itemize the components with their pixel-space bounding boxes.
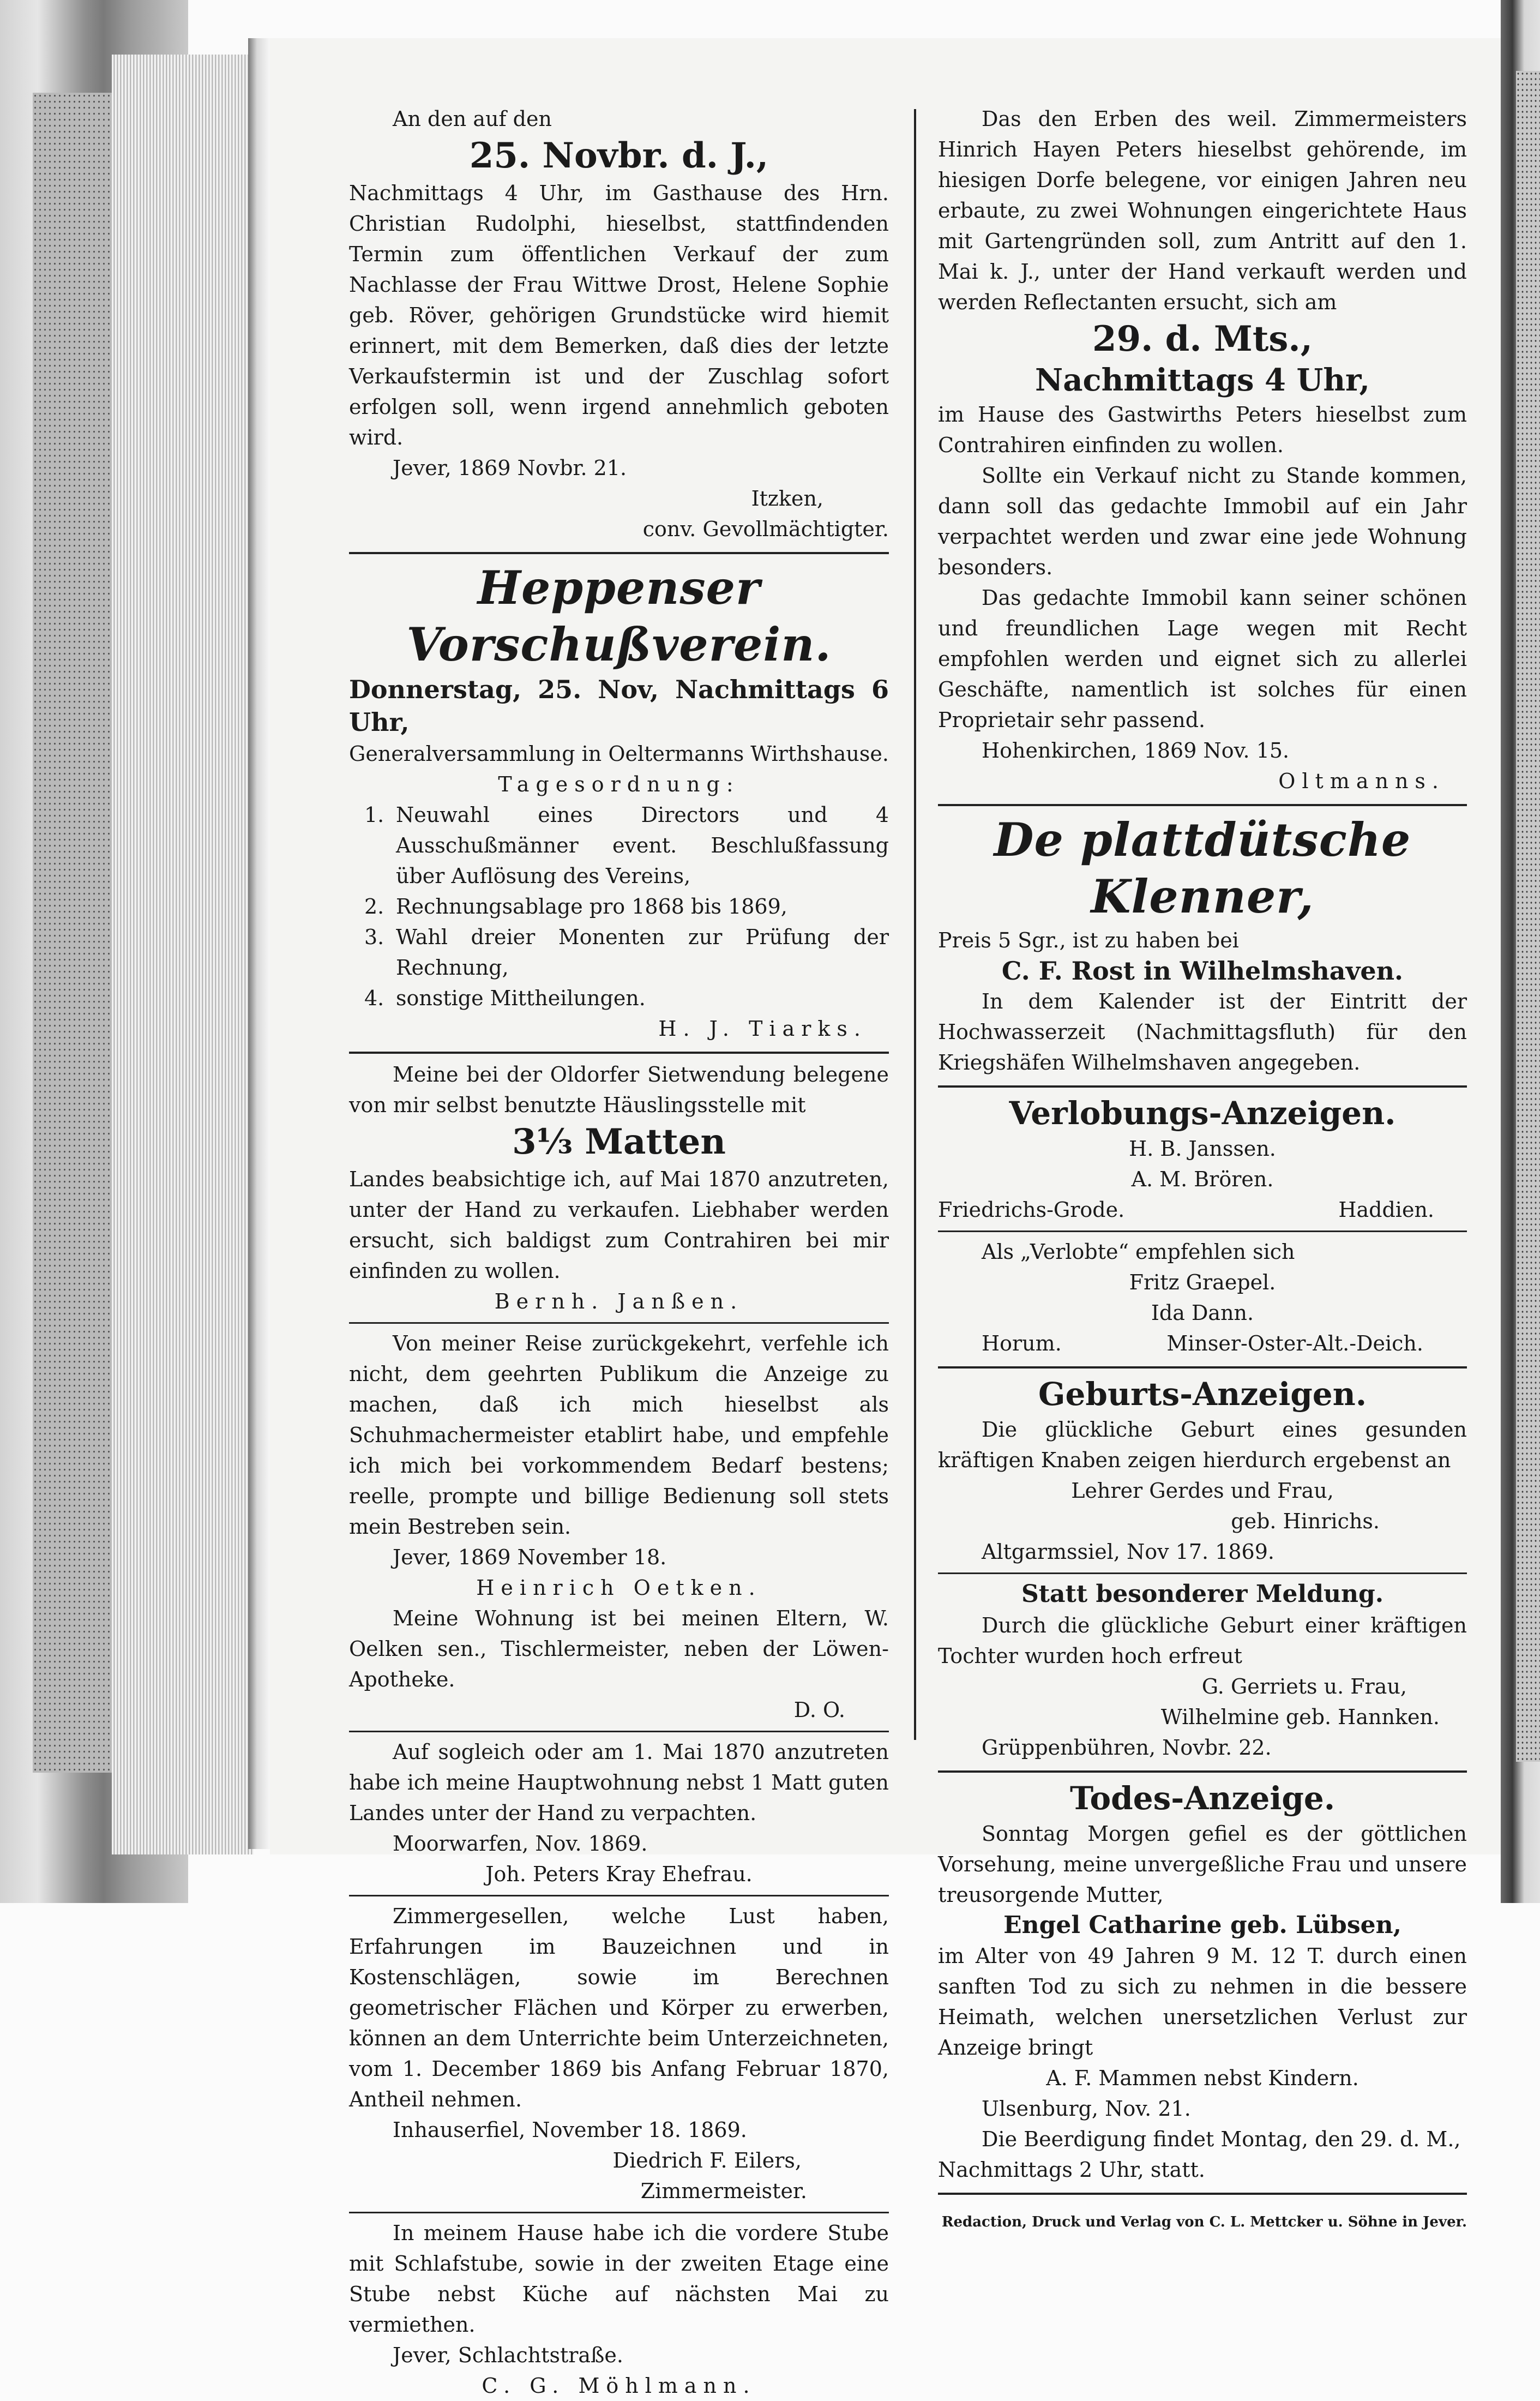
ad-signature: Wilhelmine geb. Hannken. [1160,1705,1440,1729]
ad-signature: Joh. Peters Kray Ehefrau. [485,1862,753,1886]
ad-signature: H. J. Tiarks. [658,1017,867,1041]
left-column [349,104,889,2401]
ad-signature: Diedrich F. Eilers, [612,2148,802,2172]
divider [349,2212,889,2213]
ad-where: Generalversammlung in Oeltermanns Wirthshause. [349,742,889,766]
place-left: Friedrichs-Grode. [938,1198,1125,1222]
right-book-edge [1501,0,1540,1903]
place-left: Horum. [982,1331,1062,1355]
divider [349,552,889,554]
name: Fritz Graepel. [1129,1270,1276,1294]
ad-signature: Itzken, [751,487,823,511]
deceased-name: Engel Catharine geb. Lübsen, [1003,1911,1401,1939]
agenda-item: 3. Wahl dreier Monenten zur Prüfung der Rechnung, [364,925,889,980]
section-title: Geburts-Anzeigen. [1038,1376,1367,1413]
ad-signature-role: Zimmermeister. [640,2179,807,2203]
ad-price: Preis 5 Sgr., ist zu haben bei [938,928,1239,952]
divider [349,1895,889,1896]
speckled-edge [33,93,120,1773]
ad-body: Zimmergesellen, welche Lust haben, Erfahrungen im Bauzeichnen und in Kostenschlägen, sowie im Berechnen geometrischer Flächen und Körper zu erwerben, können an dem Unterrichte beim Unterzeichneten, vom 1. December 1869 bis Anfang Februar 1870, Antheil nehmen. [349,1904,889,2111]
ad-title: Heppenser Vorschußverein. [406,561,832,671]
ad-body: Landes beabsichtige ich, auf Mai 1870 anzutreten, unter der Hand zu verkaufen. Liebhaber werden ersucht, sich baldigst zum Contrahiren bei mir einfinden zu wollen. [349,1167,889,1283]
place-row [938,1328,1467,1359]
ad-place: Jever, 1869 Novbr. 21. [393,456,627,480]
ad-shoemaker [349,1328,889,1725]
ad-body: Meine bei der Oldorfer Sietwendung belegene von mir selbst benutzte Häuslingsstelle mit [349,1063,889,1117]
ad-body: Die glückliche Geburt eines gesunden kräftigen Knaben zeigen hierdurch ergebenst an [938,1418,1467,1472]
ad-signature: D. O. [793,1698,845,1722]
ad-place: Moorwarfen, Nov. 1869. [393,1832,648,1856]
right-column [938,104,1467,2233]
ad-place: Altgarmssiel, Nov 17. 1869. [982,1540,1274,1564]
agenda-item: 1. Neuwahl eines Directors und 4 Ausschußmänner event. Beschlußfassung über Auflösung des Vereins, [364,803,889,888]
ad-body: Von meiner Reise zurückgekehrt, verfehle ich nicht, dem geehrten Publikum die Anzeige zu machen, daß ich mich hieselbst als Schuhmachermeister etablirt habe, und empfehle ich mich bei vorkommendem Bedarf bestens; reelle, prompte und billige Bedienung soll stets mein Bestreben sein. [349,1331,889,1539]
funeral-note: Die Beerdigung findet Montag, den 29. d. M., [982,2127,1461,2151]
divider [938,1230,1467,1232]
ad-engagements [938,1093,1467,1359]
ad-body: Durch die glückliche Geburt einer kräftigen Tochter wurden hoch erfreut [938,1613,1467,1668]
place-row [938,1195,1467,1225]
ad-place: Jever, 1869 November 18. [393,1545,667,1569]
divider [938,1770,1467,1773]
funeral-note: Nachmittags 2 Uhr, statt. [938,2158,1205,2182]
ad-signature-role: conv. Gevollmächtigter. [642,517,889,541]
ad-calendar [938,812,1467,1078]
ad-body: Nachmittags 4 Uhr, im Gasthause des Hrn. Christian Rudolphi, hieselbst, stattfindenden Termin zum öffentlichen Verkauf der zum Nachlasse der Frau Wittwe Drost, Helene Sophie geb. Röver, gehörigen Grundstücke wird hiemit erinnert, mit dem Bemerken, daß dies der letzte Verkaufstermin ist und der Zuschlag sofort erfolgen soll, wenn irgend annehmlich geboten wird. [349,181,889,449]
ad-signature: Bernh. Janßen. [494,1289,744,1313]
imprint: Redaction, Druck und Verlag von C. L. Mettcker u. Söhne in Jever. [941,2214,1467,2230]
divider [938,1572,1467,1574]
ad-auction-reminder [349,104,889,544]
name: Ida Dann. [1151,1301,1254,1325]
ad-house-sale [938,104,1467,796]
ad-body: Sollte ein Verkauf nicht zu Stande kommen, dann soll das gedachte Immobil auf ein Jahr verpachtet werden und zwar eine jede Wohnung besonders. [938,464,1467,579]
column-rule [914,109,916,1740]
ad-signature: C. G. Möhlmann. [482,2374,756,2398]
page-stack-edges [112,55,254,1854]
ad-body: im Hause des Gastwirths Peters hieselbst zum Contrahiren einfinden zu wollen. [938,403,1467,457]
agenda-item: 4. sonstige Mittheilungen. [364,986,646,1010]
ad-body: Das gedachte Immobil kann seiner schönen und freundlichen Lage wegen mit Recht empfohlen werden und eignet sich zu allerlei Geschäfte, namentlich ist solches für einen Proprietair sehr passend. [938,586,1467,732]
ad-signature: geb. Hinrichs. [1231,1509,1380,1533]
place-right: Haddien. [1338,1198,1434,1222]
page-gutter [248,38,270,1849]
ad-signature: Lehrer Gerdes und Frau, [1071,1479,1334,1503]
divider [349,1052,889,1054]
speckled-edge-right [1516,71,1540,1762]
ad-seller: C. F. Rost in Wilhelmshaven. [1001,956,1404,986]
agenda-item: 2. Rechnungsablage pro 1868 bis 1869, [364,895,787,919]
place-right: Minser-Oster-Alt.-Deich. [1166,1331,1423,1355]
ad-signature: Oltmanns. [1278,769,1445,793]
ad-births [938,1374,1467,1763]
divider [938,2193,1467,2195]
divider [938,1085,1467,1088]
ad-room-rental [349,2218,889,2401]
divider [349,1731,889,1732]
ad-body: In meinem Hause habe ich die vordere Stube mit Schlafstube, sowie in der zweiten Etage eine Stube nebst Küche auf nächsten Mai zu vermiethen. [349,2221,889,2337]
ad-title: De plattdütsche Klenner, [994,813,1411,923]
section-title: Todes-Anzeige. [1069,1780,1336,1817]
name: H. B. Janssen. [1129,1137,1276,1161]
ad-place: Jever, Schlachtstraße. [393,2343,623,2367]
ad-body: Das den Erben des weil. Zimmermeisters Hinrich Hayen Peters hieselbst gehörende, im hiesigen Dorfe belegene, vor einigen Jahren neu erbaute, zu zwei Wohnungen eingerichtete Haus mit Gartengründen soll, zum Antritt auf den 1. Mai k. J., unter der Hand verkauft werden und werden Reflectanten ersucht, sich am [938,107,1467,314]
ad-body: im Alter von 49 Jahren 9 M. 12 T. durch einen sanften Tod zu sich zu nehmen in die bessere Heimath, welchen unersetzlichen Verlust zur Anzeige bringt [938,1944,1467,2060]
ad-body: In dem Kalender ist der Eintritt der Hochwasserzeit (Nachmittagsfluth) für den Kriegshäfen Wilhelmshaven angegeben. [938,989,1467,1075]
ad-when: Donnerstag, 25. Nov, Nachmittags 6 Uhr, [349,675,889,737]
ad-vorschussverein [349,560,889,1044]
ad-body: Sonntag Morgen gefiel es der göttlichen Vorsehung, meine unvergeßliche Frau und unsere treusorgende Mutter, [938,1822,1467,1907]
ad-lease [349,1737,889,1889]
ad-death [938,1778,1467,2185]
name: A. M. Brören. [1131,1167,1274,1191]
ad-signature: A. F. Mammen nebst Kindern. [1046,2066,1359,2090]
ad-signature: G. Gerriets u. Frau, [1201,1674,1407,1698]
ad-place: Ulsenburg, Nov. 21. [982,2097,1191,2121]
ad-signature: Heinrich Oetken. [476,1576,762,1600]
section-title: Verlobungs-Anzeigen. [1009,1095,1396,1132]
agenda-heading: Tagesordnung: [498,772,740,796]
ad-land-sale [349,1059,889,1317]
ad-body: Auf sogleich oder am 1. Mai 1870 anzutreten habe ich meine Hauptwohnung nebst 1 Matt guten Landes unter der Hand zu verpachten. [349,1740,889,1825]
ad-place: Inhauserfiel, November 18. 1869. [393,2118,747,2142]
ad-place: Hohenkirchen, 1869 Nov. 15. [982,739,1290,763]
ad-date: 29. d. Mts., [1092,319,1313,359]
ad-place: Grüppenbühren, Novbr. 22. [982,1736,1272,1760]
ad-carpenter-course [349,1901,889,2206]
ad-headline: 3⅓ Matten [512,1121,726,1162]
ad-intro: An den auf den [393,107,552,131]
section-subtitle: Statt besonderer Meldung. [1021,1580,1384,1608]
divider [349,1322,889,1324]
divider [938,804,1467,806]
ad-body: Als „Verlobte“ empfehlen sich [982,1240,1295,1264]
ad-time: Nachmittags 4 Uhr, [1035,362,1370,398]
divider [938,1366,1467,1368]
ad-date: 25. Novbr. d. J., [469,135,769,176]
ad-body: Meine Wohnung ist bei meinen Eltern, W. Oelken sen., Tischlermeister, neben der Löwen-Apotheke. [349,1606,889,1691]
